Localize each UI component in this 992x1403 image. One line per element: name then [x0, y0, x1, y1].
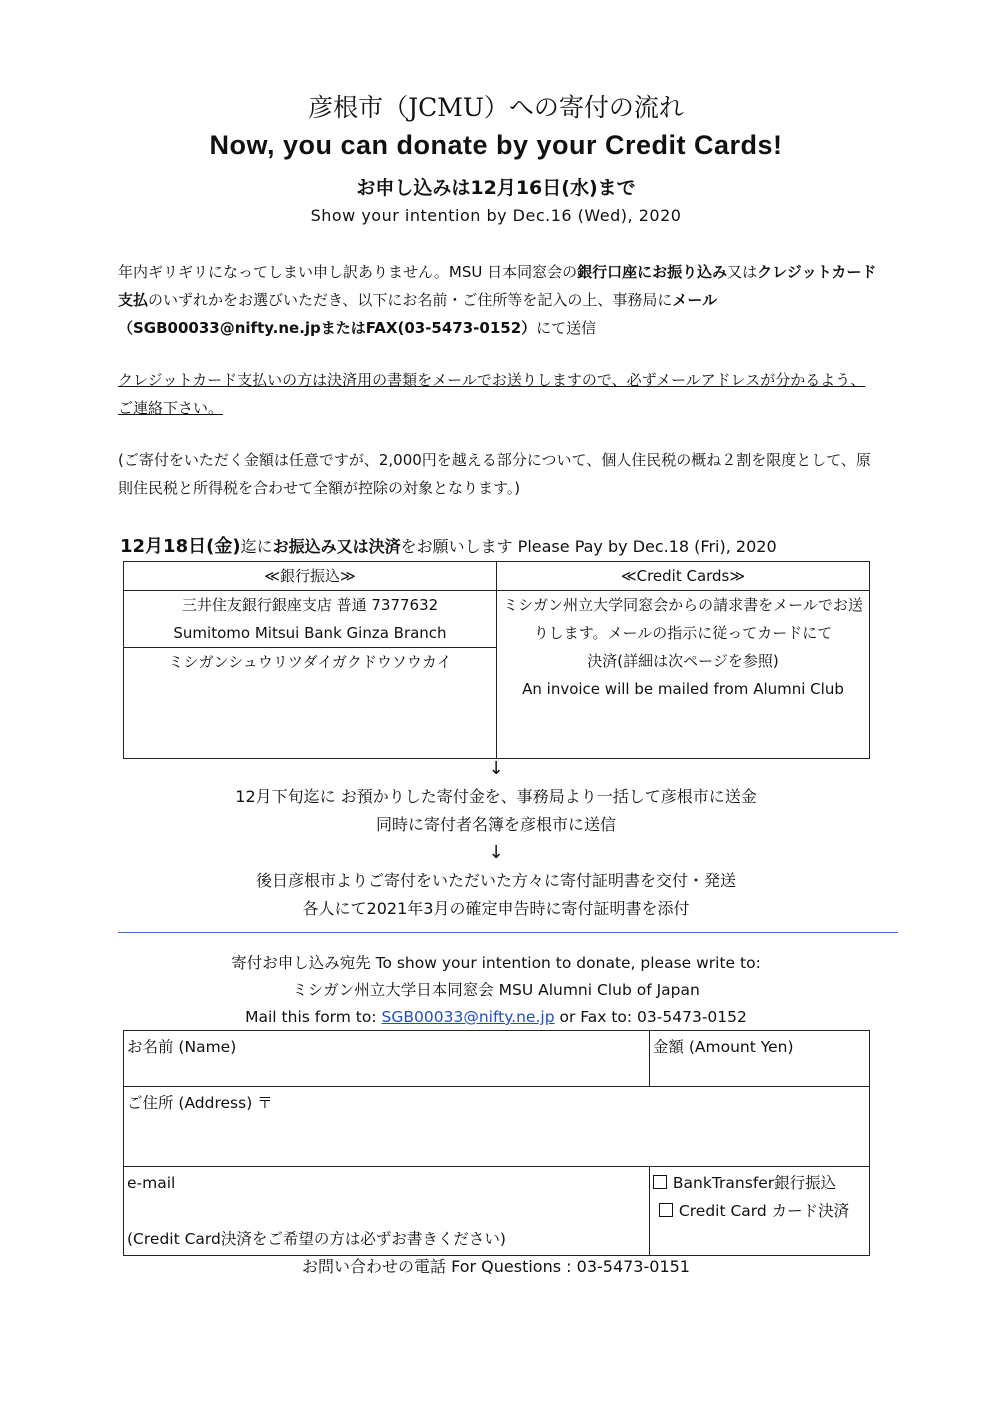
amount-field[interactable]: [649, 1031, 869, 1087]
credit-card-option-label: Credit Card カード決済: [678, 1202, 850, 1220]
payment-text: 迄に: [240, 537, 273, 556]
card-info-cell: [497, 591, 870, 759]
contact-line1: 寄付お申し込み宛先 To show your intention to donate, please write to:: [231, 954, 761, 972]
flow-step2b: 各人にて2021年3月の確定申告時に寄付証明書を添付: [302, 899, 690, 918]
intro-paragraph: [118, 258, 878, 342]
page-title: 彦根市（JCMU）への寄付の流れ: [308, 93, 684, 122]
tax-note: (ご寄付をいただく金額は任意ですが、2,000円を越える部分について、個人住民税の概ね２割を限度として、原則住民税と所得税を合わせて全額が控除の対象となります。): [118, 451, 871, 497]
bank-transfer-emphasis: 銀行口座にお振り込み: [577, 263, 728, 281]
divider: [118, 932, 898, 933]
account-name: ミシガンシュウリツダイガクドウソウカイ: [124, 648, 497, 759]
payment-methods-table: [123, 561, 870, 759]
deadline-en: Show your intention by Dec.16 (Wed), 2020: [310, 206, 682, 225]
email-field[interactable]: [124, 1167, 650, 1256]
payment-method-emphasis: お振込み又は決済: [272, 537, 401, 556]
contact-text: Mail this form to:: [245, 1008, 382, 1026]
flow-step1a: 12月下旬迄に お預かりした寄付金を、事務局より一括して彦根市に送金: [235, 787, 757, 806]
payment-deadline: [120, 532, 880, 558]
contact-text: or Fax to: 03-5473-0152: [554, 1008, 747, 1026]
flow-section: [0, 755, 992, 923]
contact-line3: [0, 1004, 992, 1031]
credit-card-emphasis: クレジットカード支払: [118, 263, 877, 309]
flow-step2a: 後日彦根市よりご寄付をいただいた方々に寄付証明書を交付・発送: [255, 871, 736, 890]
credit-card-notice: [118, 366, 878, 422]
contact-line2: ミシガン州立大学日本同窓会 MSU Alumni Club of Japan: [292, 981, 700, 999]
payment-date: 12月18日(金): [120, 536, 241, 557]
intro-text: 又は: [727, 263, 758, 281]
email-note: (Credit Card決済をご希望の方は必ずお書きください): [127, 1230, 506, 1248]
intro-text: のいずれかをお選びいただき、以下にお名前・ご住所等を記入の上、事務局に: [148, 291, 673, 309]
donation-form: [123, 1030, 870, 1256]
bank-transfer-option-label: BankTransfer銀行振込: [672, 1174, 837, 1192]
email-link[interactable]: SGB00033@nifty.ne.jp: [381, 1008, 555, 1026]
card-info-en: An invoice will be mailed from Alumni Club: [522, 680, 844, 698]
intro-text: にて送信: [536, 319, 597, 337]
email-label: e-mail: [127, 1174, 176, 1192]
flow-step1b: 同時に寄付者名簿を彦根市に送信: [375, 815, 616, 834]
bank-account: 三井住友銀行銀座支店 普通 7377632: [181, 596, 439, 614]
bank-transfer-checkbox[interactable]: [653, 1175, 667, 1189]
down-arrow-icon: ↓: [488, 758, 504, 779]
name-label: お名前 (Name): [127, 1038, 237, 1056]
mail-fax-emphasis: メール（SGB00033@nifty.ne.jpまたはFAX(03-5473-0152）: [118, 291, 718, 337]
payment-option-cell: [649, 1167, 869, 1256]
card-header: ≪Credit Cards≫: [497, 562, 870, 591]
subtitle-credit-cards: Now, you can donate by your Credit Cards!: [209, 130, 783, 160]
contact-section: [0, 950, 992, 1031]
amount-label: 金額 (Amount Yen): [652, 1038, 794, 1056]
bank-account-en: Sumitomo Mitsui Bank Ginza Branch: [173, 624, 447, 642]
deadline-jp: お申し込みは12月16日(水)まで: [356, 177, 636, 199]
credit-card-checkbox[interactable]: [659, 1203, 673, 1217]
address-field[interactable]: [124, 1087, 870, 1167]
questions-phone: お問い合わせの電話 For Questions : 03-5473-0151: [302, 1257, 690, 1276]
card-info-jp: ミシガン州立大学同窓会からの請求書をメールでお送りします。メールの指示に従ってカードにて: [503, 596, 863, 642]
credit-card-notice-text: クレジットカード支払いの方は決済用の書類をメールでお送りしますので、必ずメールアドレスが分かるよう、ご連絡下さい。: [118, 371, 866, 417]
address-label: ご住所 (Address) 〒: [127, 1094, 273, 1112]
down-arrow-icon: ↓: [488, 842, 504, 863]
intro-text: 年内ギリギリになってしまい申し訳ありません。MSU 日本同窓会の: [118, 263, 578, 281]
name-field[interactable]: [124, 1031, 650, 1087]
bank-header: ≪銀行振込≫: [124, 562, 497, 591]
bank-account-cell: [124, 591, 497, 648]
payment-text: をお願いします Please Pay by Dec.18 (Fri), 2020: [400, 537, 777, 556]
card-info-jp2: 決済(詳細は次ページを参照): [587, 652, 779, 670]
